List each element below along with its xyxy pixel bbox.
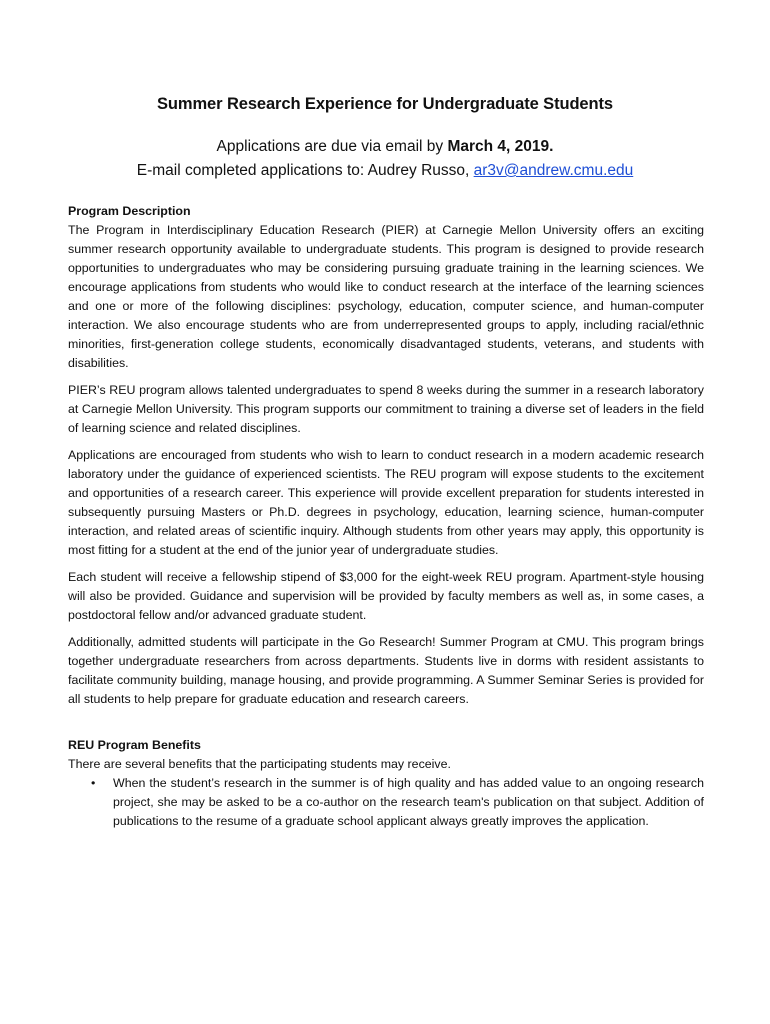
due-date: March 4, 2019. (447, 138, 554, 155)
paragraph-go-research: Additionally, admitted students will participate in the Go Research! Summer Program at CMU. This program brings together undergraduate researchers from across departments. Students live in dorms with resident assistants to facilitate community building, manage housing, and provide programming. A Summer Seminar Series is provided for all students to help prepare for graduate education and research careers. (68, 635, 704, 706)
list-item (91, 774, 704, 831)
contact-line (0, 162, 770, 180)
benefits-heading: REU Program Benefits (68, 738, 201, 752)
benefit-text: When the student’s research in the summer is of high quality and has added value to an ongoing research project, she may be asked to be a co-author on the research team's publication on that subject. Addition of publications to the resume of a graduate school applicant always greatly improves the application. (113, 776, 704, 828)
page-title: Summer Research Experience for Undergraduate Students (157, 95, 613, 113)
paragraph-program-description: The Program in Interdisciplinary Education Research (PIER) at Carnegie Mellon University offers an exciting summer research opportunity available to undergraduate students. This program is designed to provide research opportunities to undergraduates who may be considering pursuing graduate training in the learning sciences. We encourage applications from students who would like to conduct research at the interface of the learning sciences and one or more of the following disciplines: psychology, education, computer science, and human-computer interaction. We also encourage students who are from underrepresented groups to apply, including racial/ethnic minorities, first-generation college students, economically disadvantaged students, veterans, and students with disabilities. (68, 223, 704, 370)
due-prefix: Applications are due via email by (216, 138, 448, 155)
program-description-heading: Program Description (68, 204, 191, 218)
paragraph-reu-program: PIER’s REU program allows talented undergraduates to spend 8 weeks during the summer in a research laboratory at Carnegie Mellon University. This program supports our commitment to training a diverse set of leaders in the field of learning science and related disciplines. (68, 383, 704, 435)
benefits-intro: There are several benefits that the participating students may receive. (68, 757, 451, 771)
benefits-list (68, 774, 704, 831)
contact-prefix: E-mail completed applications to: Audrey Russo, (136, 162, 474, 179)
contact-email-link[interactable]: ar3v@andrew.cmu.edu (473, 162, 634, 179)
paragraph-stipend: Each student will receive a fellowship stipend of $3,000 for the eight-week REU program. Apartment-style housing will also be provided. Guidance and supervision will be provided by faculty members as well as, in some cases, a postdoctoral fellow and/or advanced graduate student. (68, 570, 704, 622)
paragraph-applications: Applications are encouraged from students who wish to learn to conduct research in a modern academic research laboratory under the guidance of experienced scientists. The REU program will expose students to the excitement and opportunities of a research career. This experience will provide excellent preparation for students interested in subsequently pursuing Masters or Ph.D. degrees in psychology, education, learning science, human-computer interaction, and related areas of scientific inquiry. Although students from other years may apply, this opportunity is most fitting for a student at the end of the junior year of undergraduate studies. (68, 448, 704, 557)
document-body (68, 202, 704, 831)
section-gap (68, 717, 704, 736)
bullet-icon: • (91, 776, 96, 790)
due-date-line (0, 138, 770, 156)
